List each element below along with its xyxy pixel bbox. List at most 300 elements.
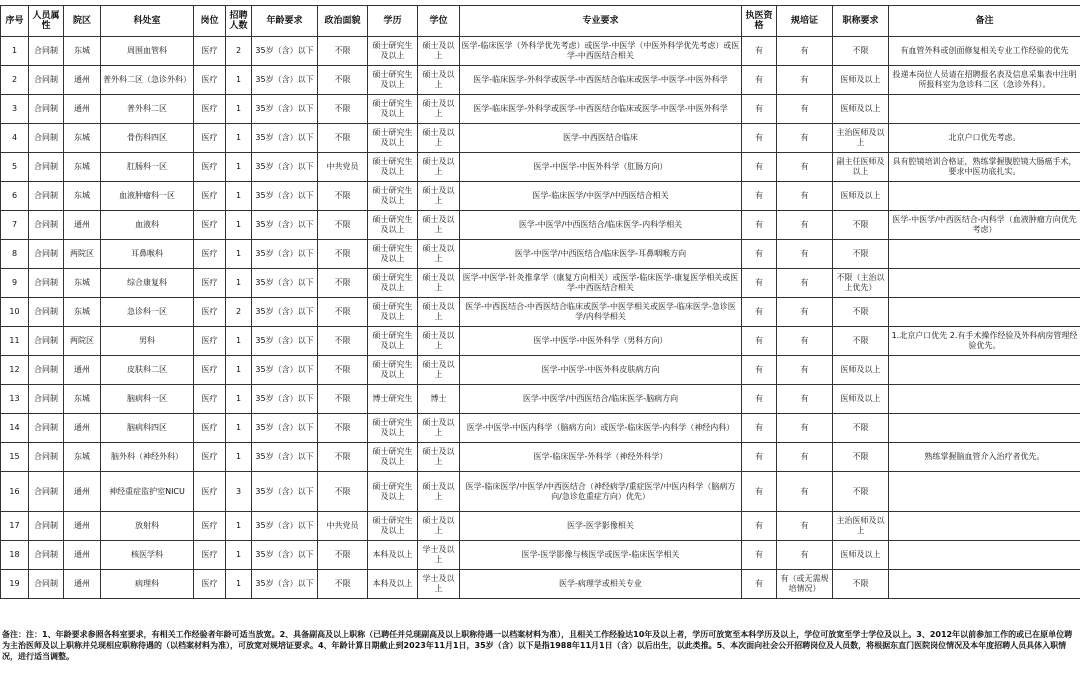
cell-post: 医疗 [194,570,226,599]
cell-post: 医疗 [194,541,226,570]
cell-remarks [889,414,1080,443]
cell-department: 神经重症监护室NICU [101,472,194,512]
header-col-campus: 院区 [64,6,101,37]
cell-department: 肛肠科一区 [101,153,194,182]
cell-degree: 硕士及以上 [418,512,460,541]
cell-degree: 博士 [418,385,460,414]
cell-license: 有 [742,269,777,298]
cell-row-index: 1 [1,37,29,66]
cell-major-requirement: 医学-医学影像相关 [460,512,742,541]
cell-training-cert: 有 [777,182,833,211]
cell-education: 本科及以上 [368,570,418,599]
cell-training-cert: 有 [777,211,833,240]
cell-education: 硕士研究生及以上 [368,414,418,443]
cell-age-requirement: 35岁（含）以下 [252,240,318,269]
cell-education: 硕士研究生及以上 [368,240,418,269]
cell-staff-type: 合同制 [29,37,64,66]
cell-degree: 硕士及以上 [418,124,460,153]
cell-staff-type: 合同制 [29,327,64,356]
cell-row-index: 6 [1,182,29,211]
cell-political-status: 不限 [318,211,368,240]
cell-count: 2 [226,37,252,66]
cell-remarks [889,269,1080,298]
cell-row-index: 3 [1,95,29,124]
cell-department: 放射科 [101,512,194,541]
cell-department: 急诊科一区 [101,298,194,327]
cell-major-requirement: 医学-中医学-中医外科学（男科方向） [460,327,742,356]
cell-political-status: 不限 [318,240,368,269]
cell-age-requirement: 35岁（含）以下 [252,269,318,298]
cell-major-requirement: 医学-临床医学-外科学或医学-中西医结合临床或医学-中医学-中医外科学 [460,66,742,95]
cell-training-cert: 有 [777,541,833,570]
cell-license: 有 [742,570,777,599]
cell-department: 骨伤科四区 [101,124,194,153]
cell-education: 博士研究生 [368,385,418,414]
cell-count: 1 [226,269,252,298]
cell-staff-type: 合同制 [29,66,64,95]
table-row [1,570,1080,599]
cell-remarks [889,385,1080,414]
cell-remarks [889,240,1080,269]
header-col-degree: 学位 [418,6,460,37]
cell-training-cert: 有 [777,95,833,124]
cell-campus: 通州 [64,356,101,385]
header-col-license: 执医资格 [742,6,777,37]
cell-degree: 硕士及以上 [418,95,460,124]
cell-count: 3 [226,472,252,512]
cell-staff-type: 合同制 [29,541,64,570]
table-row [1,124,1080,153]
header-col-age: 年龄要求 [252,6,318,37]
cell-major-requirement: 医学-中西医结合-中西医结合临床或医学-中医学相关或医学-临床医学-急诊医学/内科学相关 [460,298,742,327]
cell-post: 医疗 [194,385,226,414]
cell-training-cert: 有 [777,512,833,541]
cell-count: 1 [226,95,252,124]
cell-count: 2 [226,298,252,327]
cell-campus: 通州 [64,95,101,124]
cell-remarks: 北京户口优先考虑。 [889,124,1080,153]
cell-count: 1 [226,385,252,414]
cell-license: 有 [742,414,777,443]
cell-post: 医疗 [194,95,226,124]
cell-license: 有 [742,443,777,472]
cell-title-requirement: 不限 [833,472,889,512]
cell-age-requirement: 35岁（含）以下 [252,37,318,66]
table-row [1,356,1080,385]
cell-post: 医疗 [194,414,226,443]
cell-license: 有 [742,356,777,385]
cell-department: 脑外科（神经外科） [101,443,194,472]
cell-department: 病理科 [101,570,194,599]
cell-training-cert: 有 [777,385,833,414]
cell-row-index: 14 [1,414,29,443]
cell-title-requirement: 不限 [833,414,889,443]
cell-count: 1 [226,182,252,211]
cell-post: 医疗 [194,443,226,472]
cell-post: 医疗 [194,66,226,95]
cell-education: 硕士研究生及以上 [368,356,418,385]
cell-staff-type: 合同制 [29,443,64,472]
cell-department: 综合康复科 [101,269,194,298]
cell-campus: 东城 [64,385,101,414]
cell-count: 1 [226,153,252,182]
header-col-count: 招聘人数 [226,6,252,37]
cell-political-status: 不限 [318,443,368,472]
cell-age-requirement: 35岁（含）以下 [252,443,318,472]
cell-training-cert: 有 [777,124,833,153]
cell-license: 有 [742,298,777,327]
cell-political-status: 不限 [318,356,368,385]
cell-degree: 硕士及以上 [418,240,460,269]
cell-post: 医疗 [194,240,226,269]
cell-department: 脑病科四区 [101,414,194,443]
cell-title-requirement: 主治医师及以上 [833,512,889,541]
cell-staff-type: 合同制 [29,356,64,385]
header-col-education: 学历 [368,6,418,37]
table-row [1,211,1080,240]
cell-count: 1 [226,443,252,472]
cell-political-status: 不限 [318,541,368,570]
cell-political-status: 中共党员 [318,153,368,182]
cell-age-requirement: 35岁（含）以下 [252,385,318,414]
table-row [1,327,1080,356]
cell-row-index: 15 [1,443,29,472]
cell-title-requirement: 不限 [833,298,889,327]
cell-remarks [889,182,1080,211]
cell-remarks [889,472,1080,512]
cell-age-requirement: 35岁（含）以下 [252,512,318,541]
cell-department: 皮肤科二区 [101,356,194,385]
cell-education: 硕士研究生及以上 [368,66,418,95]
cell-count: 1 [226,124,252,153]
cell-campus: 东城 [64,153,101,182]
header-col-department: 科处室 [101,6,194,37]
cell-row-index: 19 [1,570,29,599]
cell-remarks [889,95,1080,124]
cell-staff-type: 合同制 [29,570,64,599]
cell-age-requirement: 35岁（含）以下 [252,124,318,153]
cell-title-requirement: 医师及以上 [833,182,889,211]
cell-major-requirement: 医学-临床医学/中医学/中西医结合相关 [460,182,742,211]
table-row [1,182,1080,211]
cell-age-requirement: 35岁（含）以下 [252,356,318,385]
cell-license: 有 [742,240,777,269]
cell-staff-type: 合同制 [29,298,64,327]
cell-row-index: 16 [1,472,29,512]
cell-post: 医疗 [194,356,226,385]
cell-license: 有 [742,385,777,414]
cell-education: 硕士研究生及以上 [368,37,418,66]
cell-political-status: 不限 [318,570,368,599]
cell-political-status: 不限 [318,66,368,95]
table-row [1,472,1080,512]
header-col-political: 政治面貌 [318,6,368,37]
cell-staff-type: 合同制 [29,385,64,414]
cell-post: 医疗 [194,327,226,356]
table-row [1,240,1080,269]
cell-major-requirement: 医学-中医学-中医内科学（脑病方向）或医学-临床医学-内科学（神经内科） [460,414,742,443]
cell-post: 医疗 [194,153,226,182]
cell-row-index: 7 [1,211,29,240]
cell-training-cert: 有 [777,443,833,472]
cell-education: 硕士研究生及以上 [368,182,418,211]
cell-remarks [889,512,1080,541]
cell-count: 1 [226,541,252,570]
table-row [1,512,1080,541]
footnote: 备注：注：1、年龄要求参照各科室要求，有相关工作经验者年龄可适当放宽。2、具备副高及以上职称（已聘任并兑现副高及以上职称待遇一以档案材料为准），且相关工作经验达10年及以上者，学历可放宽至本科学历及以上，学位可放宽至学士学位及以上。3、2012年以前参加工作的或已在原单位聘为主治医师及以上职称并兑现相应职称待遇的（以档案材料为准），可放宽对规培证要求。4、年龄计算日期截止到2023年11月1日，35岁（含）以下是指1988年11月1日（含）以后出生，以此类推。5、本次面向社会公开招聘岗位及人员数，将根据东直门医院岗位情况及本年度招聘人员具体入职情况，进行适当调整。 [2,630,1073,661]
cell-campus: 两院区 [64,240,101,269]
cell-education: 硕士研究生及以上 [368,298,418,327]
cell-education: 硕士研究生及以上 [368,95,418,124]
cell-count: 1 [226,356,252,385]
cell-education: 硕士研究生及以上 [368,153,418,182]
cell-degree: 硕士及以上 [418,356,460,385]
cell-political-status: 不限 [318,414,368,443]
header-col-staff-type: 人员属性 [29,6,64,37]
cell-training-cert: 有 [777,240,833,269]
cell-campus: 两院区 [64,327,101,356]
cell-remarks: 投递本岗位人员请在招聘报名表及信息采集表中注明所报科室为急诊科二区（急诊外科）。 [889,66,1080,95]
cell-count: 1 [226,240,252,269]
cell-major-requirement: 医学-临床医学-外科学（神经外科学） [460,443,742,472]
cell-age-requirement: 35岁（含）以下 [252,153,318,182]
cell-campus: 东城 [64,269,101,298]
cell-row-index: 9 [1,269,29,298]
cell-license: 有 [742,95,777,124]
cell-training-cert: 有（或无需规培情况） [777,570,833,599]
table-row [1,414,1080,443]
cell-political-status: 不限 [318,37,368,66]
cell-training-cert: 有 [777,327,833,356]
cell-title-requirement: 不限 [833,570,889,599]
cell-degree: 硕士及以上 [418,269,460,298]
cell-training-cert: 有 [777,37,833,66]
cell-age-requirement: 35岁（含）以下 [252,541,318,570]
cell-campus: 通州 [64,512,101,541]
cell-department: 脑病科一区 [101,385,194,414]
cell-department: 血液肿瘤科一区 [101,182,194,211]
cell-political-status: 不限 [318,298,368,327]
cell-staff-type: 合同制 [29,153,64,182]
cell-remarks: 熟练掌握脑血管介入治疗者优先。 [889,443,1080,472]
header-col-index: 序号 [1,6,29,37]
cell-campus: 东城 [64,182,101,211]
cell-row-index: 2 [1,66,29,95]
cell-training-cert: 有 [777,414,833,443]
cell-education: 硕士研究生及以上 [368,327,418,356]
cell-campus: 东城 [64,298,101,327]
cell-title-requirement: 不限 [833,240,889,269]
table-body [1,37,1080,599]
cell-license: 有 [742,541,777,570]
cell-staff-type: 合同制 [29,182,64,211]
table-row [1,269,1080,298]
cell-count: 1 [226,570,252,599]
cell-major-requirement: 医学-中医学-中医外科皮肤病方向 [460,356,742,385]
cell-degree: 硕士及以上 [418,182,460,211]
header-col-post: 岗位 [194,6,226,37]
cell-license: 有 [742,211,777,240]
cell-title-requirement: 医师及以上 [833,356,889,385]
cell-department: 男科 [101,327,194,356]
cell-campus: 东城 [64,37,101,66]
cell-training-cert: 有 [777,153,833,182]
cell-education: 硕士研究生及以上 [368,443,418,472]
cell-row-index: 17 [1,512,29,541]
cell-training-cert: 有 [777,356,833,385]
cell-license: 有 [742,512,777,541]
cell-major-requirement: 医学-临床医学/中医学/中西医结合（神经病学/重症医学/中医内科学（脑病方向/急诊危重症方向）优先） [460,472,742,512]
cell-training-cert: 有 [777,472,833,512]
cell-degree: 硕士及以上 [418,327,460,356]
cell-license: 有 [742,66,777,95]
cell-campus: 通州 [64,414,101,443]
cell-training-cert: 有 [777,298,833,327]
cell-remarks: 有血管外科或创面修复相关专业工作经验的优先 [889,37,1080,66]
cell-remarks: 1.北京户口优先 2.有手术操作经验及外科病房管理经验优先。 [889,327,1080,356]
cell-staff-type: 合同制 [29,124,64,153]
cell-campus: 通州 [64,211,101,240]
cell-title-requirement: 不限 [833,211,889,240]
cell-age-requirement: 35岁（含）以下 [252,66,318,95]
cell-degree: 硕士及以上 [418,211,460,240]
cell-row-index: 10 [1,298,29,327]
cell-major-requirement: 医学-中西医结合临床 [460,124,742,153]
cell-department: 普外科二区（急诊外科） [101,66,194,95]
cell-degree: 学士及以上 [418,541,460,570]
cell-title-requirement: 医师及以上 [833,95,889,124]
cell-license: 有 [742,124,777,153]
cell-age-requirement: 35岁（含）以下 [252,298,318,327]
cell-row-index: 8 [1,240,29,269]
cell-age-requirement: 35岁（含）以下 [252,327,318,356]
cell-license: 有 [742,153,777,182]
cell-age-requirement: 35岁（含）以下 [252,95,318,124]
table-row [1,541,1080,570]
cell-staff-type: 合同制 [29,211,64,240]
cell-license: 有 [742,472,777,512]
cell-age-requirement: 35岁（含）以下 [252,182,318,211]
cell-title-requirement: 不限（主治以上优先） [833,269,889,298]
cell-count: 1 [226,327,252,356]
table-row [1,95,1080,124]
cell-license: 有 [742,37,777,66]
cell-major-requirement: 医学-临床医学-外科学或医学-中西医结合临床或医学-中医学-中医外科学 [460,95,742,124]
cell-degree: 硕士及以上 [418,414,460,443]
table-row [1,37,1080,66]
cell-post: 医疗 [194,269,226,298]
cell-row-index: 4 [1,124,29,153]
cell-department: 普外科二区 [101,95,194,124]
cell-age-requirement: 35岁（含）以下 [252,211,318,240]
cell-major-requirement: 医学-中医学/中西医结合/临床医学-内科学相关 [460,211,742,240]
cell-count: 1 [226,66,252,95]
cell-remarks [889,541,1080,570]
cell-political-status: 不限 [318,472,368,512]
cell-education: 硕士研究生及以上 [368,269,418,298]
cell-campus: 通州 [64,472,101,512]
cell-age-requirement: 35岁（含）以下 [252,414,318,443]
cell-political-status: 不限 [318,124,368,153]
cell-degree: 硕士及以上 [418,443,460,472]
recruitment-table [0,5,1080,599]
cell-row-index: 13 [1,385,29,414]
cell-degree: 硕士及以上 [418,472,460,512]
cell-row-index: 5 [1,153,29,182]
cell-department: 耳鼻喉科 [101,240,194,269]
cell-major-requirement: 医学-中医学-中医外科学（肛肠方向） [460,153,742,182]
cell-major-requirement: 医学-中医学/中西医结合/临床医学-耳鼻咽喉方向 [460,240,742,269]
table-row [1,298,1080,327]
cell-remarks: 具有腔镜培训合格证，熟练掌握腹腔镜大肠癌手术，要求中医功底扎实。 [889,153,1080,182]
cell-post: 医疗 [194,124,226,153]
header-col-title: 职称要求 [833,6,889,37]
cell-remarks [889,356,1080,385]
cell-license: 有 [742,182,777,211]
cell-major-requirement: 医学-临床医学（外科学优先考虑）或医学-中医学（中医外科学优先考虑）或医学-中西医结合相关 [460,37,742,66]
cell-political-status: 不限 [318,95,368,124]
cell-major-requirement: 医学-中医学-针灸推拿学（康复方向相关）或医学-临床医学-康复医学相关或医学-中西医结合相关 [460,269,742,298]
cell-education: 本科及以上 [368,541,418,570]
cell-count: 1 [226,211,252,240]
cell-count: 1 [226,414,252,443]
cell-training-cert: 有 [777,66,833,95]
cell-title-requirement: 医师及以上 [833,541,889,570]
cell-department: 周围血管科 [101,37,194,66]
cell-campus: 东城 [64,124,101,153]
cell-title-requirement: 主治医师及以上 [833,124,889,153]
cell-education: 硕士研究生及以上 [368,124,418,153]
cell-title-requirement: 医师及以上 [833,66,889,95]
cell-department: 核医学科 [101,541,194,570]
cell-political-status: 中共党员 [318,512,368,541]
table-row [1,66,1080,95]
cell-post: 医疗 [194,298,226,327]
cell-degree: 硕士及以上 [418,153,460,182]
header-col-major: 专业要求 [460,6,742,37]
cell-post: 医疗 [194,182,226,211]
cell-staff-type: 合同制 [29,240,64,269]
cell-row-index: 12 [1,356,29,385]
table-row [1,443,1080,472]
cell-staff-type: 合同制 [29,269,64,298]
cell-education: 硕士研究生及以上 [368,472,418,512]
cell-degree: 硕士及以上 [418,298,460,327]
cell-political-status: 不限 [318,327,368,356]
table-row [1,153,1080,182]
header-col-training-cert: 规培证 [777,6,833,37]
cell-degree: 硕士及以上 [418,37,460,66]
cell-title-requirement: 不限 [833,327,889,356]
cell-campus: 东城 [64,443,101,472]
cell-major-requirement: 医学-病理学或相关专业 [460,570,742,599]
cell-campus: 通州 [64,541,101,570]
cell-staff-type: 合同制 [29,512,64,541]
cell-staff-type: 合同制 [29,472,64,512]
cell-title-requirement: 医师及以上 [833,385,889,414]
cell-title-requirement: 不限 [833,443,889,472]
cell-training-cert: 有 [777,269,833,298]
header-row [1,6,1080,37]
cell-political-status: 不限 [318,269,368,298]
cell-remarks: 医学-中医学/中西医结合-内科学（血液肿瘤方向优先考虑） [889,211,1080,240]
cell-post: 医疗 [194,211,226,240]
cell-major-requirement: 医学-医学影像与核医学或医学-临床医学相关 [460,541,742,570]
cell-age-requirement: 35岁（含）以下 [252,570,318,599]
cell-age-requirement: 35岁（含）以下 [252,472,318,512]
cell-political-status: 不限 [318,385,368,414]
cell-row-index: 18 [1,541,29,570]
